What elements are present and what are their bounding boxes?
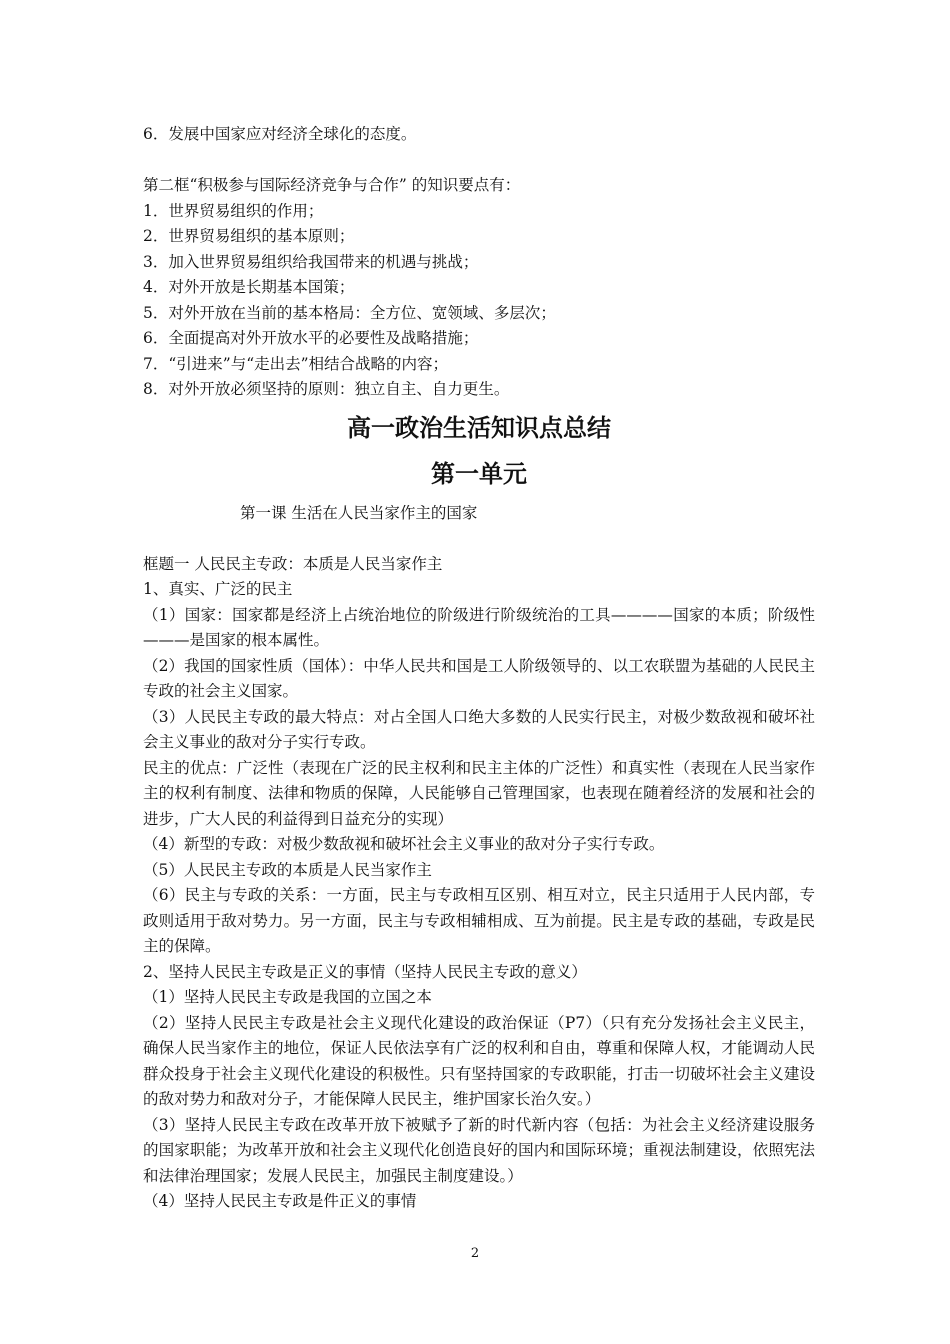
document-body bbox=[143, 122, 815, 1215]
paragraph: （3）人民民主专政的最大特点：对占全国人口绝大多数的人民实行民主，对极少数敌视和破坏社会主义事业的敌对分子实行专政。 bbox=[143, 707, 815, 751]
frame2-item: 3．加入世界贸易组织给我国带来的机遇与挑战； bbox=[143, 252, 479, 271]
section-heading: 框题一 人民民主专政：本质是人民当家作主 bbox=[143, 554, 443, 573]
frame2-item: 7．“引进来”与“走出去”相结合战略的内容； bbox=[143, 354, 449, 373]
subsection-heading: 1、真实、广泛的民主 bbox=[143, 580, 293, 598]
frame2-item: 8．对外开放必须坚持的原则：独立自主、自力更生。 bbox=[143, 380, 510, 398]
intro-item-6: 6．发展中国家应对经济全球化的态度。 bbox=[143, 125, 417, 143]
paragraph: （2）坚持人民民主专政是社会主义现代化建设的政治保证（P7）（只有充分发扬社会主义民主，确保人民当家作主的地位，保证人民依法享有广泛的权利和自由，尊重和保障人权，才能调动人民群众投身于社会主义现代化建设的积极性。只有坚持国家的专政职能，打击一切破坏社会主义建设的敌对势力和敌对分子，才能保障人民民主，维护国家长治久安。） bbox=[143, 1013, 815, 1108]
paragraph: （5）人民民主专政的本质是人民当家作主 bbox=[143, 860, 432, 879]
blank-line bbox=[143, 148, 815, 174]
paragraph: （1）坚持人民民主专政是我国的立国之本 bbox=[143, 988, 432, 1006]
frame2-item: 6．全面提高对外开放水平的必要性及战略措施； bbox=[143, 329, 479, 347]
lesson-heading: 第一课 生活在人民当家作主的国家 bbox=[240, 503, 478, 522]
paragraph: 民主的优点：广泛性（表现在广泛的民主权利和民主主体的广泛性）和真实性（表现在人民当家作主的权利有制度、法律和物质的保障，人民能够自己管理国家，也表现在随着经济的发展和社会的进步，广大人民的利益得到日益充分的实现） bbox=[143, 758, 815, 828]
blank-line bbox=[143, 526, 815, 552]
frame2-item: 5．对外开放在当前的基本格局：全方位、宽领域、多层次； bbox=[143, 303, 556, 322]
paragraph: （6）民主与专政的关系：一方面，民主与专政相互区别、相互对立，民主只适用于人民内部，专政则适用于敌对势力。另一方面，民主与专政相辅相成、互为前提。民主是专政的基础，专政是民主的保障。 bbox=[143, 886, 815, 955]
paragraph: （4）新型的专政：对极少数敌视和破坏社会主义事业的敌对分子实行专政。 bbox=[143, 835, 665, 853]
subsection-heading: 2、坚持人民民主专政是正义的事情（坚持人民民主专政的意义） bbox=[143, 962, 587, 981]
page-number: 2 bbox=[470, 1246, 480, 1261]
paragraph: （1）国家：国家都是经济上占统治地位的阶级进行阶级统治的工具————国家的本质；阶级性———是国家的根本属性。 bbox=[143, 605, 815, 649]
frame2-item: 4．对外开放是长期基本国策； bbox=[143, 278, 355, 296]
frame2-item: 2．世界贸易组织的基本原则； bbox=[143, 227, 355, 245]
paragraph: （3）坚持人民民主专政在改革开放下被赋予了新的时代新内容（包括：为社会主义经济建设服务的国家职能；为改革开放和社会主义现代化创造良好的国内和国际环境；重视法制建设，依照宪法和法律治理国家；发展人民民主，加强民主制度建设。） bbox=[143, 1115, 815, 1185]
frame2-heading: 第二框“积极参与国际经济竞争与合作” 的知识要点有： bbox=[143, 176, 521, 194]
paragraph: （4）坚持人民民主专政是件正义的事情 bbox=[143, 1192, 417, 1210]
paragraph: （2）我国的国家性质（国体）：中华人民共和国是工人阶级领导的、以工农联盟为基础的人民民主专政的社会主义国家。 bbox=[143, 656, 815, 700]
frame2-item: 1．世界贸易组织的作用； bbox=[143, 201, 324, 220]
document-title: 高一政治生活知识点总结 bbox=[347, 413, 611, 442]
unit-heading: 第一单元 bbox=[431, 459, 527, 488]
